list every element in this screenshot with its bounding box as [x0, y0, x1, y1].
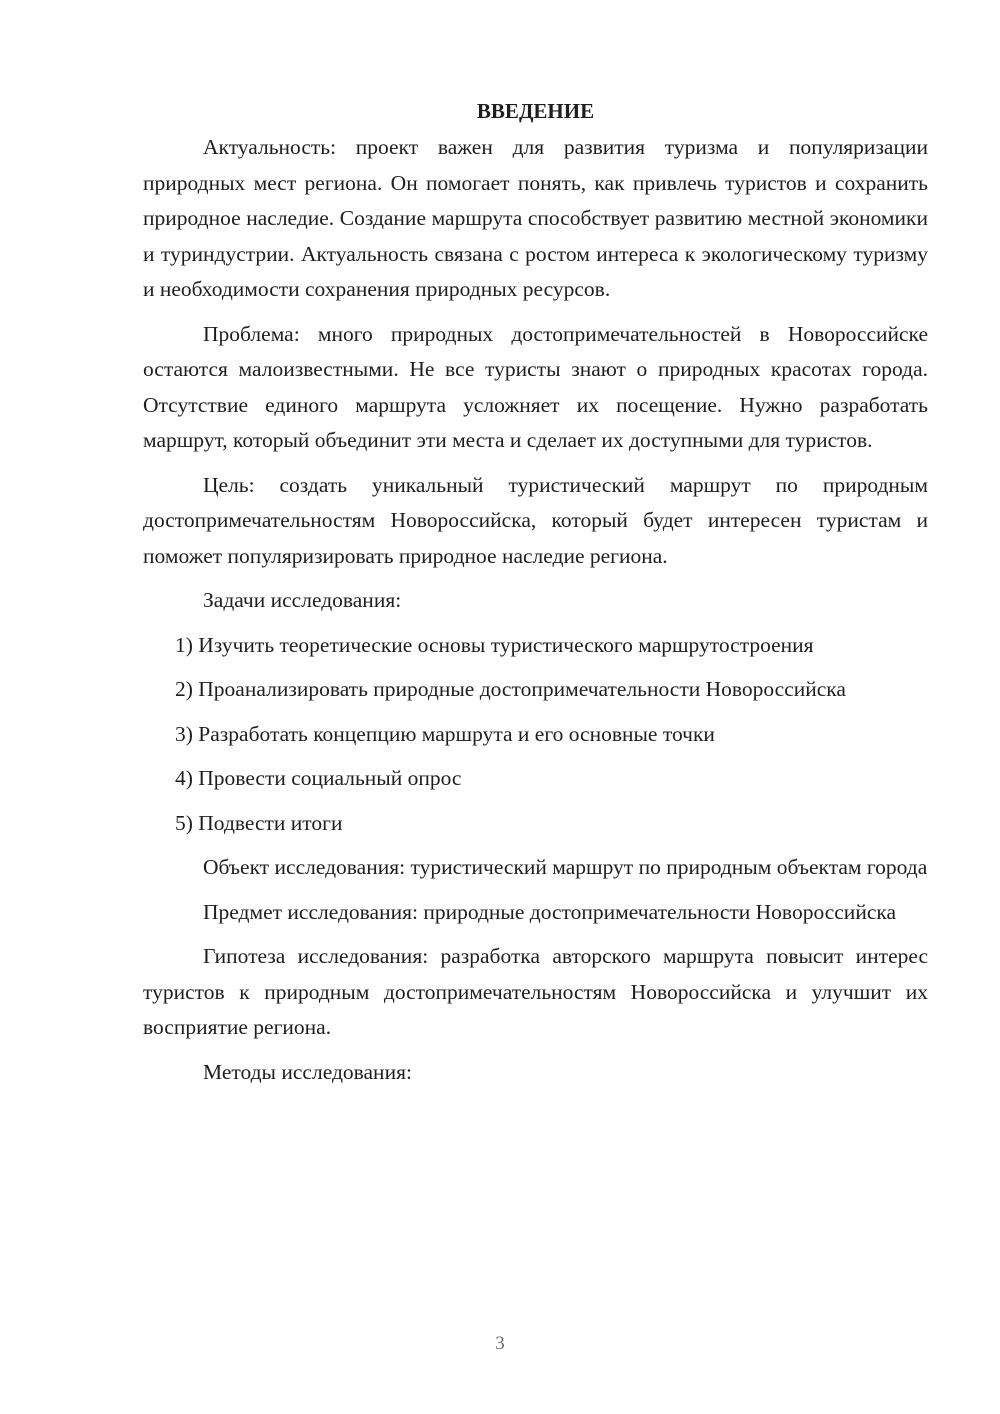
paragraph-hypothesis: Гипотеза исследования: разработка авторского маршрута повысит интерес туристов к природным достопримечательностям Новороссийска и улучшит их восприятие региона. — [143, 944, 928, 1039]
section-title: ВВЕДЕНИЕ — [476, 99, 595, 123]
list-item: 4) Провести социальный опрос — [175, 766, 462, 790]
page-number: 3 — [495, 1333, 505, 1354]
paragraph-object: Объект исследования: туристический маршрут по природным объектам города — [203, 855, 928, 879]
document-page — [143, 96, 928, 1099]
paragraph-subject: Предмет исследования: природные достопримечательности Новороссийска — [203, 899, 897, 924]
tasks-list — [143, 628, 928, 842]
list-item: 5) Подвести итоги — [175, 810, 343, 835]
list-item: 1) Изучить теоретические основы туристического маршрутостроения — [175, 632, 814, 657]
paragraph-problem: Проблема: много природных достопримечательностей в Новороссийске остаются малоизвестными. Не все туристы знают о природных красотах города. Отсутствие единого маршрута усложняет их посещение. Нужно разработать маршрут, который объединит эти места и сделает их доступными для туристов. — [143, 321, 928, 452]
list-item: 2) Проанализировать природные достопримечательности Новороссийска — [175, 677, 846, 701]
list-item: 3) Разработать концепцию маршрута и его основные точки — [175, 721, 715, 746]
paragraph-goal: Цель: создать уникальный туристический маршрут по природным достопримечательностям Новороссийска, который будет интересен туристам и поможет популяризировать природное наследие региона. — [143, 472, 928, 568]
paragraph-methods: Методы исследования: — [203, 1059, 412, 1084]
paragraph-relevance: Актуальность: проект важен для развития туризма и популяризации природных мест региона. Он помогает понять, как привлечь туристов и сохранить природное наследие. Создание маршрута способствует развитию местной экономики и туриндустрии. Актуальность связана с ростом интереса к экологическому туризму и необходимости сохранения природных ресурсов. — [143, 135, 928, 301]
paragraph-tasks-heading: Задачи исследования: — [203, 588, 402, 612]
